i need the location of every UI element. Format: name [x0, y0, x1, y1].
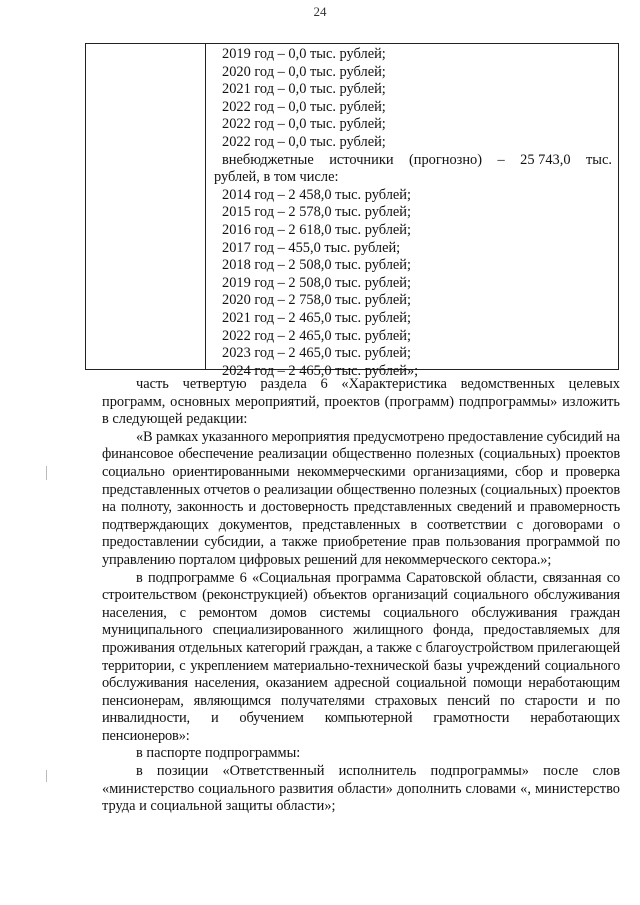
funding-line: 2017 год – 455,0 тыс. рублей;: [222, 239, 401, 256]
extrabudget-word: внебюджетные: [222, 151, 314, 168]
document-body: [102, 376, 620, 816]
funding-table-cell: [214, 46, 612, 380]
extrabudget-continuation: рублей, в том числе:: [214, 169, 339, 186]
extrabudget-word: –: [497, 151, 505, 168]
extrabudget-heading: [214, 152, 612, 170]
funding-line: 2021 год – 2 465,0 тыс. рублей;: [222, 309, 411, 326]
scan-mark: [46, 770, 47, 782]
subprogram-paragraph: в подпрограмме 6 «Социальная программа Саратовской области, связанная со строительством (реконструкцией) объектов организаций социального обслуживания населения, с ремонтом домов системы социального обслуживания граждан муниципального специализированного жилищного фонда, предоставляемых для проживания отдельных категорий граждан, а также с благоустройством прилегающей территории, с укреплением материально-технической базы учреждений социального обслуживания населения, оказанием адресной социальной помощи неработающим пенсионерам, являющимся получателями страховых пенсий по старости и по инвалидности, и обучением компьютерной грамотности неработающих пенсионеров»:: [102, 569, 620, 744]
funding-line: 2022 год – 0,0 тыс. рублей;: [222, 133, 386, 150]
funding-line: 2019 год – 0,0 тыс. рублей;: [222, 46, 386, 62]
funding-line: 2015 год – 2 578,0 тыс. рублей;: [222, 204, 411, 221]
table-column-divider: [205, 43, 206, 370]
funding-line: 2022 год – 0,0 тыс. рублей;: [222, 98, 386, 115]
passport-paragraph: в паспорте подпрограммы:: [136, 745, 301, 762]
extrabudget-word: тыс.: [585, 151, 612, 168]
funding-line: 2016 год – 2 618,0 тыс. рублей;: [222, 221, 411, 238]
page-number: 24: [313, 4, 327, 19]
funding-line: 2014 год – 2 458,0 тыс. рублей;: [222, 186, 411, 203]
funding-line: 2020 год – 0,0 тыс. рублей;: [222, 63, 386, 80]
responsible-executor-paragraph: в позиции «Ответственный исполнитель подпрограммы» после слов «министерство социального развития области» дополнить словами «, министерство труда и социальной защиты области»;: [102, 763, 620, 815]
funding-line: 2020 год – 2 758,0 тыс. рублей;: [222, 292, 411, 309]
amendment-paragraph: часть четвертую раздела 6 «Характеристика ведомственных целевых программ, основных мероприятий, проектов (программ) подпрограммы» изложить в следующей редакции:: [102, 376, 620, 428]
extrabudget-word: 25 743,0: [520, 151, 571, 168]
extrabudget-word: источники: [329, 151, 394, 168]
funding-line: 2024 год – 2 465,0 тыс. рублей»;: [222, 362, 419, 379]
new-wording-paragraph: «В рамках указанного мероприятия предусмотрено предоставление субсидий на финансовое обеспечение реализации общественно полезных (социальных) проектов социально ориентированными некоммерческими организациями, сбор и проверка представленных отчетов о реализации общественно полезных (социальных) проектов на полноту, законность и достоверность представленных сведений и правомерность подтверждающих документов, представленных в соответствии с договорами о предоставлении субсидии, а также приобретение прав пользования программой по управлению порталом цифровых решений для некоммерческого сектора.»;: [102, 428, 620, 568]
funding-line: 2021 год – 0,0 тыс. рублей;: [222, 81, 386, 98]
funding-line: 2022 год – 2 465,0 тыс. рублей;: [222, 327, 411, 344]
funding-line: 2022 год – 0,0 тыс. рублей;: [222, 116, 386, 133]
scan-mark: [46, 466, 47, 480]
funding-line: 2018 год – 2 508,0 тыс. рублей;: [222, 257, 411, 274]
funding-line: 2023 год – 2 465,0 тыс. рублей;: [222, 345, 411, 362]
extrabudget-word: (прогнозно): [408, 151, 483, 168]
funding-line: 2019 год – 2 508,0 тыс. рублей;: [222, 274, 411, 291]
